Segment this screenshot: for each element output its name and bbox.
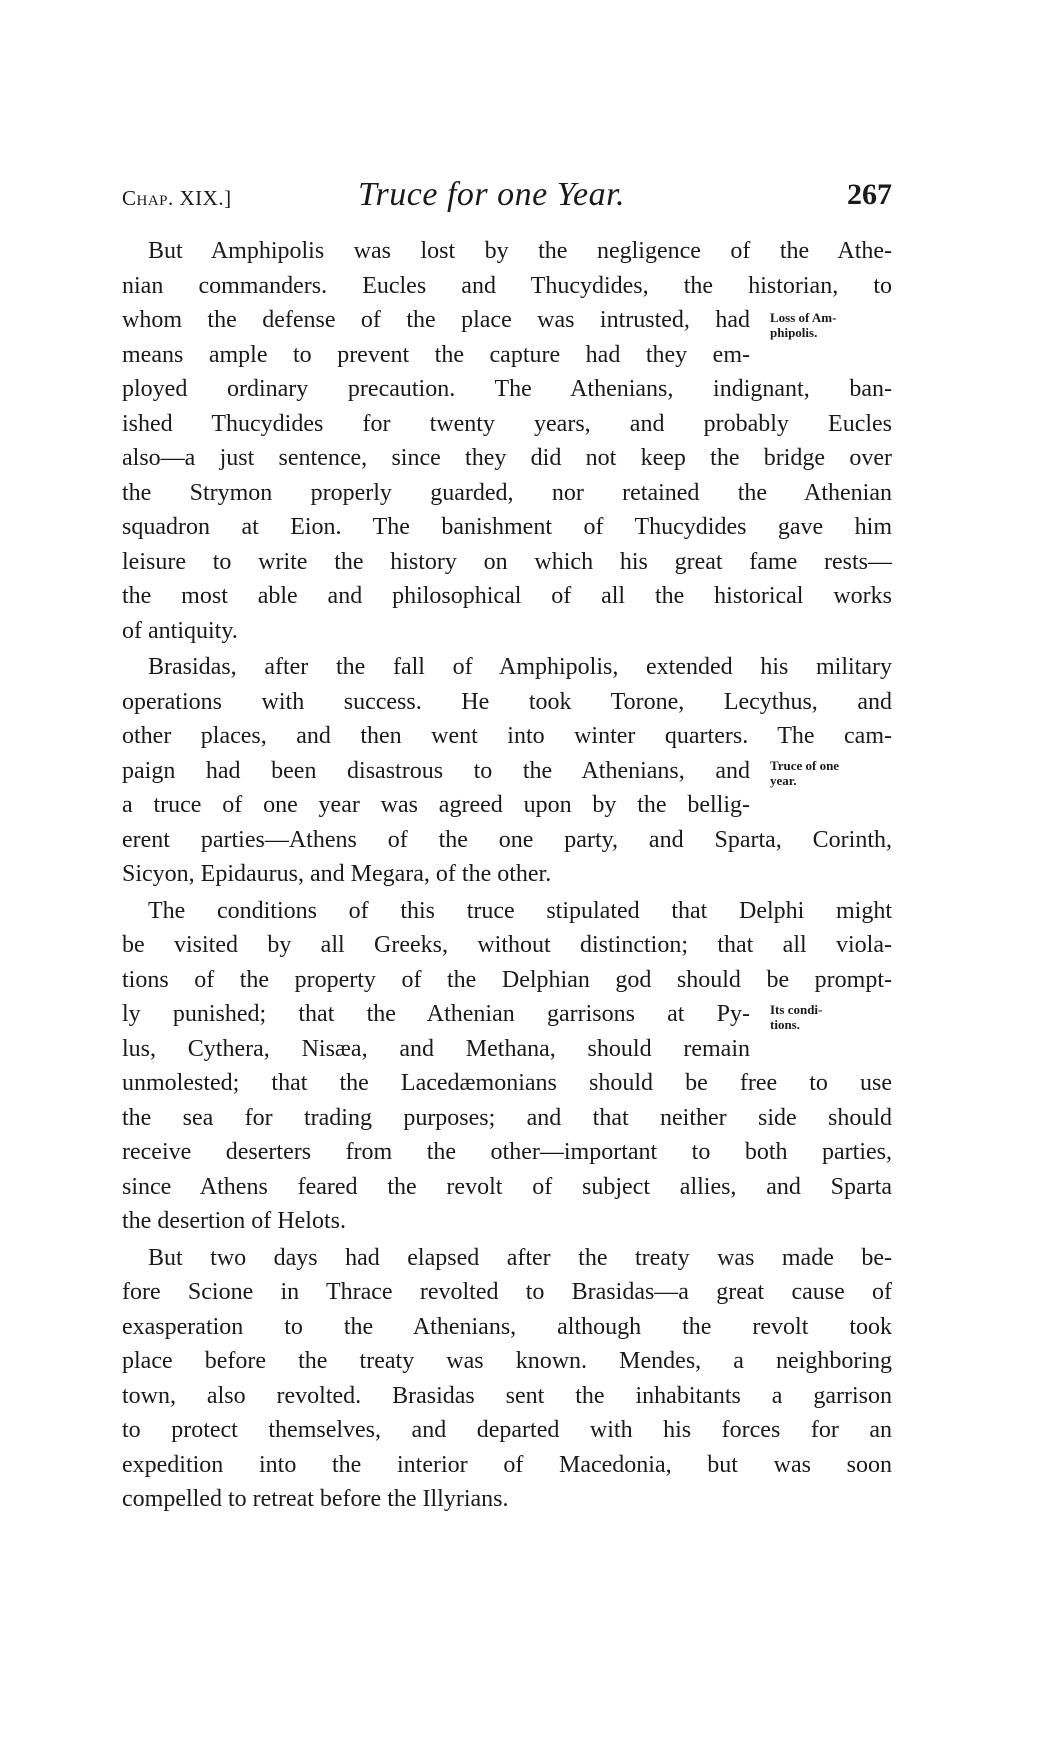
text-line: to protect themselves, and departed with his forces for an [122, 1417, 892, 1443]
text-line: the most able and philosophical of all the historical works [122, 583, 892, 609]
text-line: whom the defense of the place was intrusted, had [122, 307, 750, 333]
text-line: since Athens feared the revolt of subject allies, and Sparta [122, 1173, 892, 1200]
side-note-loss-of-amphipolis [770, 310, 900, 340]
side-note-line: Truce of one [770, 758, 840, 773]
text-line: ly punished; that the Athenian garrisons at Py- [122, 1001, 750, 1027]
text-line: ished Thucydides for twenty years, and probably Eucles [122, 410, 892, 437]
body-text [122, 234, 892, 1517]
side-note-line: phipolis. [770, 325, 818, 340]
text-line: other places, and then went into winter quarters. The cam- [122, 723, 892, 749]
text-line: also—a just sentence, since they did not keep the bridge over [122, 445, 892, 471]
text-line: ployed ordinary precaution. The Athenians, indignant, ban- [122, 376, 892, 402]
text-line: fore Scione in Thrace revolted to Brasidas—a great cause of [122, 1279, 892, 1305]
text-line: paign had been disastrous to the Athenians, and [122, 757, 750, 784]
side-note-truce-of-one-year [770, 758, 900, 788]
text-line: place before the treaty was known. Mendes, a neighboring [122, 1348, 892, 1374]
side-note-its-conditions [770, 1002, 900, 1032]
page-number: 267 [847, 178, 892, 211]
text-line: leisure to write the history on which his great fame rests— [122, 548, 892, 575]
running-header [122, 176, 892, 220]
text-line: compelled to retreat before the Illyrians. [122, 1486, 509, 1512]
text-line: squadron at Eion. The banishment of Thucydides gave him [122, 514, 892, 540]
text-line: receive deserters from the other—important to both parties, [122, 1139, 892, 1165]
text-line: exasperation to the Athenians, although the revolt took [122, 1313, 892, 1340]
paragraph-1 [122, 234, 892, 648]
text-line: But two days had elapsed after the treaty was made be- [148, 1244, 892, 1271]
side-note-line: Loss of Am- [770, 310, 837, 325]
text-line: operations with success. He took Torone, Lecythus, and [122, 688, 892, 715]
text-line: of antiquity. [122, 617, 238, 644]
text-line: The conditions of this truce stipulated that Delphi might [148, 897, 892, 924]
paragraph-4 [122, 1241, 892, 1517]
side-note-line: Its condi- [770, 1002, 823, 1017]
running-title: Truce for one Year. [358, 176, 626, 213]
text-line: town, also revolted. Brasidas sent the inhabitants a garrison [122, 1382, 892, 1409]
side-note-line: year. [770, 773, 797, 788]
text-line: the desertion of Helots. [122, 1208, 346, 1234]
text-line: be visited by all Greeks, without distinction; that all viola- [122, 932, 892, 958]
text-line: a truce of one year was agreed upon by the bellig- [122, 792, 750, 818]
text-line: erent parties—Athens of the one party, and Sparta, Corinth, [122, 826, 892, 853]
text-line: Sicyon, Epidaurus, and Megara, of the other. [122, 861, 552, 887]
text-line: unmolested; that the Lacedæmonians should be free to use [122, 1070, 892, 1096]
text-line: tions of the property of the Delphian god should be prompt- [122, 966, 892, 993]
text-line: the sea for trading purposes; and that neither side should [122, 1104, 892, 1131]
chapter-label: Chap. XIX.] [122, 186, 232, 210]
text-line: lus, Cythera, Nisæa, and Methana, should remain [122, 1035, 750, 1062]
text-line: expedition into the interior of Macedonia, but was soon [122, 1451, 892, 1478]
side-note-line: tions. [770, 1017, 800, 1032]
paragraph-3 [122, 894, 892, 1239]
text-line: nian commanders. Eucles and Thucydides, the historian, to [122, 272, 892, 299]
text-line: the Strymon properly guarded, nor retained the Athenian [122, 479, 892, 506]
text-line: But Amphipolis was lost by the negligence of the Athe- [148, 238, 892, 264]
text-line: Brasidas, after the fall of Amphipolis, extended his military [148, 654, 892, 680]
text-line: means ample to prevent the capture had they em- [122, 341, 750, 368]
